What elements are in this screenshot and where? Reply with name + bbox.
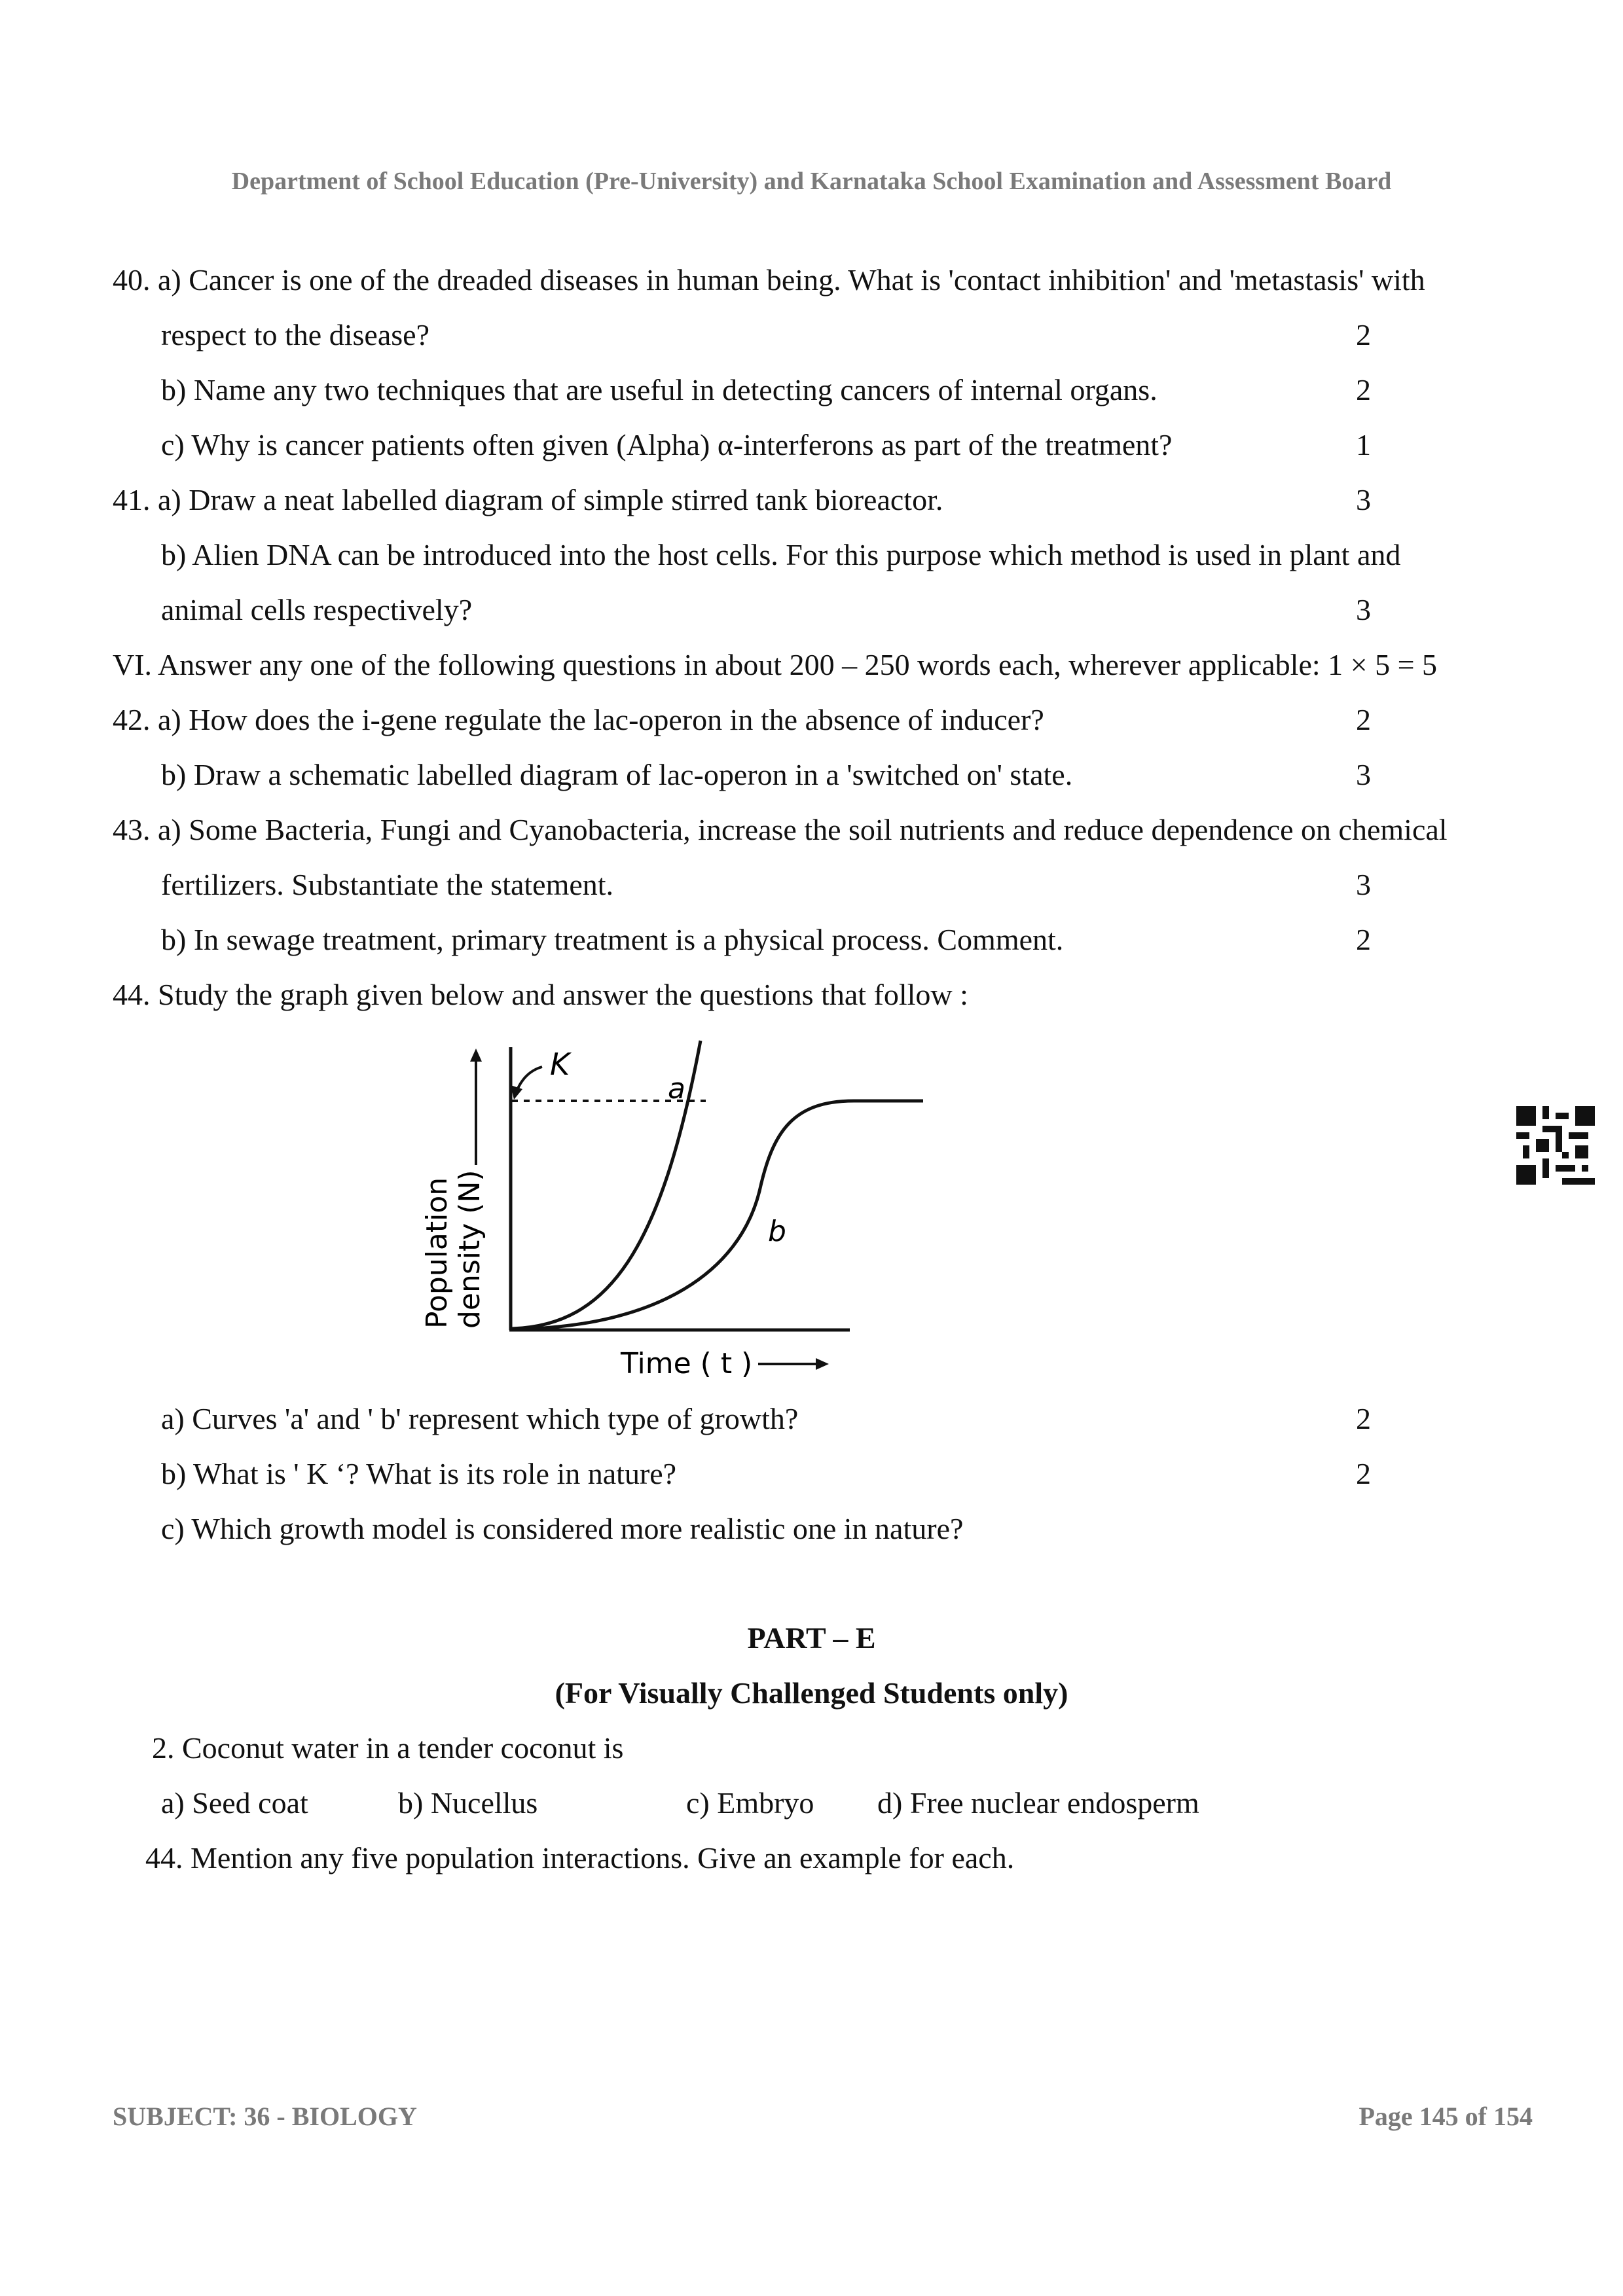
population-growth-graph — [412, 1021, 936, 1394]
q44a-line: a) Curves 'a' and ' b' represent which type of growth? — [161, 1402, 799, 1435]
q43a-mark: 3 — [1356, 868, 1371, 901]
q41a-line: 41. a) Draw a neat labelled diagram of simple stirred tank bioreactor. — [113, 483, 943, 516]
q40c-mark: 1 — [1356, 428, 1371, 461]
q44-line: 44. Study the graph given below and answer the questions that follow : — [113, 978, 968, 1011]
q41b-mark: 3 — [1356, 593, 1371, 626]
q42b-line: b) Draw a schematic labelled diagram of lac-operon in a 'switched on' state. — [161, 758, 1073, 791]
option-c: c) Embryo — [686, 1786, 814, 1820]
footer-page-number: Page 145 of 154 — [1359, 2102, 1533, 2131]
q40a-line1: 40. a) Cancer is one of the dreaded diseases in human being. What is 'contact inhibition' and 'metastasis' with — [113, 263, 1425, 296]
option-d: d) Free nuclear endosperm — [877, 1786, 1199, 1820]
q42a-line: 42. a) How does the i-gene regulate the lac-operon in the absence of inducer? — [113, 703, 1044, 736]
q40a-line2: respect to the disease? — [161, 318, 429, 351]
curve-b-label: b — [768, 1215, 786, 1248]
curve-b-logistic — [512, 1101, 923, 1329]
q44c-line: c) Which growth model is considered more realistic one in nature? — [161, 1512, 964, 1545]
q43b-mark: 2 — [1356, 923, 1371, 956]
q43b-line: b) In sewage treatment, primary treatment is a physical process. Comment. — [161, 923, 1064, 956]
section-vi-instruction: VI. Answer any one of the following questions in about 200 – 250 words each, wherever applicable: 1 × 5 = 5 — [113, 648, 1438, 681]
x-label-arrowhead — [816, 1358, 829, 1370]
y-axis-label-line2: density (N) — [453, 1170, 486, 1329]
curve-a-label: a — [668, 1072, 685, 1105]
q44a-mark: 2 — [1356, 1402, 1371, 1435]
q40a-mark: 2 — [1356, 318, 1371, 351]
q44b-line: b) What is ' K ‘? What is its role in nature? — [161, 1457, 677, 1490]
q41b-line2: animal cells respectively? — [161, 593, 473, 626]
y-label-arrowhead — [470, 1049, 482, 1062]
q42b-mark: 3 — [1356, 758, 1371, 791]
y-axis-label-line1: Population — [420, 1177, 454, 1329]
page-header: Department of School Education (Pre-University) and Karnataka School Examination and Assessment Board — [231, 168, 1392, 195]
qr-code-image — [1516, 1106, 1595, 1185]
part-e-title: PART – E — [747, 1621, 876, 1655]
q42a-mark: 2 — [1356, 703, 1371, 736]
q40c-line: c) Why is cancer patients often given (Alpha) α-interferons as part of the treatment? — [161, 428, 1173, 461]
q40b-mark: 2 — [1356, 373, 1371, 406]
q43a-line1: 43. a) Some Bacteria, Fungi and Cyanobacteria, increase the soil nutrients and reduce dependence on chemical — [113, 813, 1448, 846]
part-e-q44: 44. Mention any five population interactions. Give an example for each. — [145, 1841, 1015, 1874]
q43a-line2: fertilizers. Substantiate the statement. — [161, 868, 614, 901]
k-pointer-arrowhead — [511, 1085, 522, 1100]
q41b-line1: b) Alien DNA can be introduced into the host cells. For this purpose which method is used in plant and — [161, 538, 1401, 571]
option-a: a) Seed coat — [161, 1786, 308, 1820]
footer-subject: SUBJECT: 36 - BIOLOGY — [113, 2102, 417, 2131]
part-e-q2: 2. Coconut water in a tender coconut is — [152, 1731, 624, 1765]
q41a-mark: 3 — [1356, 483, 1371, 516]
part-e-subtitle: (For Visually Challenged Students only) — [555, 1676, 1068, 1710]
x-axis-label: Time ( t ) — [621, 1347, 753, 1380]
option-b: b) Nucellus — [398, 1786, 538, 1820]
q40b-line: b) Name any two techniques that are useful in detecting cancers of internal organs. — [161, 373, 1158, 406]
k-label: K — [550, 1047, 570, 1082]
q44b-mark: 2 — [1356, 1457, 1371, 1490]
